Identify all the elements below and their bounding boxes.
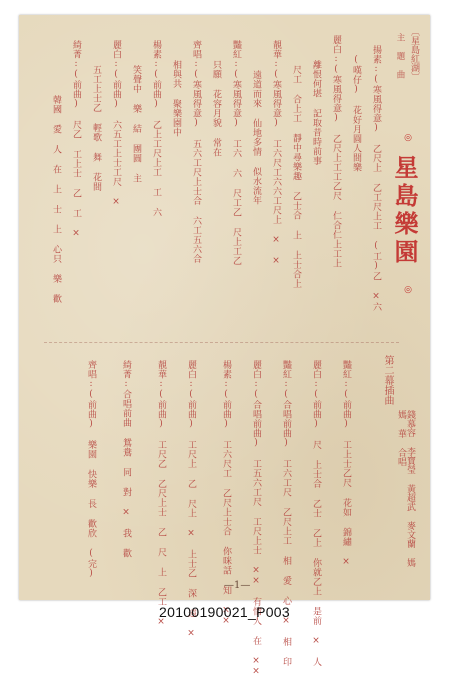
column-top-lyric-6: 笑聲中 樂 結 團圓 主	[131, 65, 141, 183]
column-bottom-5: 楊素:(前曲) 工六尺工 乙尺上士合 你咪話 知 ××	[221, 360, 231, 627]
column-top-lyric-5: 相與共 聚樂園中	[171, 60, 181, 137]
section-two-credit: 錢慕容 李寶瑩 黃超武 麥文蘭 媽 媽 華 合唱	[396, 410, 415, 567]
section-two-header: 第二幕插曲	[382, 355, 393, 405]
column-top-8: 麗白:(前曲) 六五工上士工尺 ×	[111, 40, 121, 208]
column-top-1: 揚素:(寒風得意) 乙尺上 乙工尺上工 (工)乙 ×六	[371, 45, 381, 312]
header-sub: 主 題 曲	[395, 33, 405, 79]
column-top-9: 綺菁:(前曲) 尺乙 工上士 乙 工 ×	[71, 40, 81, 239]
column-top-lyric-8: 韓國 愛 人 在 上 士 上 心只 樂 歡	[51, 95, 61, 304]
column-bottom-4: 麗白:(合唱前曲) 工五六工尺 工尺上士 ×× 有情人 在 ××	[251, 360, 261, 677]
section-divider	[44, 342, 399, 343]
header-bracket: 〔星島紅湖〕	[409, 27, 419, 81]
page-title: 星島樂園	[390, 155, 419, 267]
column-bottom-2: 麗白:(前曲) 尺 上士合 乙士 乙上 你就乙上 是前 × 人	[311, 360, 321, 667]
column-top-lyric-1: (嘆仔) 花好月圓人間樂	[351, 55, 361, 172]
column-top-7: 楊素:(前曲) 乙上工尺上工 工 六	[151, 40, 161, 217]
column-top-3: 尺工 合上工 靜中尋樂趣 乙士合 上 上士合上	[291, 65, 301, 289]
column-bottom-8: 綺菁:合唱前曲 鴛鴦 同 對 × 我 歡	[121, 360, 131, 558]
column-top-5: 豔紅:(寒風得意) 工六 六 尺工乙 尺上工乙	[231, 40, 241, 266]
column-top-lyric-3: 遠道而來 仙地多情 似水流年	[251, 70, 261, 205]
column-bottom-6: 麗白:(前曲) 工尺上 乙 尺上 × 上士乙 深 遠 ×	[186, 360, 196, 639]
title-ornament-icon: ◎	[404, 133, 412, 143]
column-bottom-9: 齊唱:(前曲) 樂園 快樂 長 歡欣 (完)	[86, 360, 96, 579]
column-top-2: 麗白:(寒風得意) 乙尺上工工乙尺 仁合仁上工上	[331, 35, 341, 268]
image-caption: 20100190021_P003	[159, 604, 290, 620]
column-bottom-1: 豔紅:(前曲) 工上士乙尺 花如 錦繡 ×	[341, 360, 351, 568]
column-top-lyric-2: 離恨何堪 記取昔時前事	[311, 60, 321, 166]
column-top-lyric-4: 只願 花容月貌 常在	[211, 60, 221, 157]
title-ornament-icon: ◎	[404, 285, 412, 295]
page-number: —1—	[224, 580, 251, 591]
column-top-4: 靚華:(寒風得意) 工六尺工六六工尺上 × ×	[271, 40, 281, 267]
column-top-6: 齊唱:(寒風得意) 五六工尺上士合 六工五六合	[191, 40, 201, 264]
column-bottom-7: 靚華:(前曲) 工尺乙 乙尺上士 乙 尺 上 乙工 ×	[156, 360, 166, 628]
column-top-lyric-7: 五工上士乙 輕歌 舞 花間	[91, 65, 101, 192]
column-bottom-3: 豔紅:(合唱前曲) 工六工尺 乙尺上工 相 愛 心 × 相 印	[281, 360, 291, 667]
